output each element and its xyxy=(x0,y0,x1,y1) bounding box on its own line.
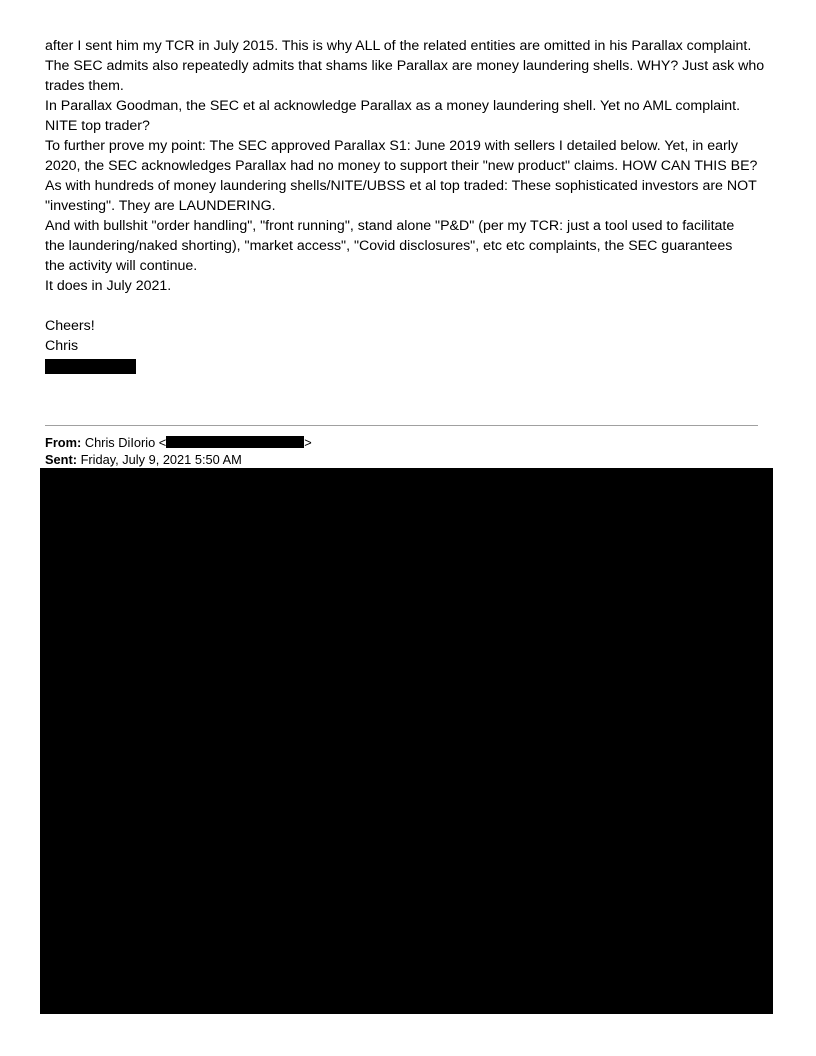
from-name: Chris DiIorio < xyxy=(84,435,167,450)
sent-line xyxy=(45,451,745,468)
body-line: trades them. xyxy=(45,78,124,94)
body-line: It does in July 2021. xyxy=(45,278,172,294)
signature-name: Chris xyxy=(45,338,79,354)
redaction-box xyxy=(166,436,304,448)
body-line: "investing". They are LAUNDERING. xyxy=(45,198,276,214)
sent-value: Friday, July 9, 2021 5:50 AM xyxy=(80,452,242,467)
from-line xyxy=(45,434,745,451)
body-line: As with hundreds of money laundering shells/NITE/UBSS et al top traded: These sophisticated investors are NOT xyxy=(45,178,757,194)
paragraph-gap xyxy=(45,296,785,316)
email-body xyxy=(45,36,785,374)
body-line: the activity will continue. xyxy=(45,258,198,274)
redaction-box xyxy=(40,468,773,1014)
sent-label: Sent: xyxy=(45,452,77,467)
body-line: The SEC admits also repeatedly admits that shams like Parallax are money laundering shells. WHY? Just ask who xyxy=(45,58,765,74)
redaction-box xyxy=(45,359,136,374)
body-line: 2020, the SEC acknowledges Parallax had no money to support their "new product" claims. HOW CAN THIS BE? xyxy=(45,158,758,174)
body-line: To further prove my point: The SEC approved Parallax S1: June 2019 with sellers I detailed below. Yet, in early xyxy=(45,138,738,154)
from-close: > xyxy=(304,435,312,450)
forwarded-header xyxy=(45,434,745,468)
closing-text: Cheers! xyxy=(45,318,95,334)
body-line: NITE top trader? xyxy=(45,118,150,134)
message-divider xyxy=(45,425,758,426)
body-line: the laundering/naked shorting), "market access", "Covid disclosures", etc etc complaints, the SEC guarantees xyxy=(45,238,733,254)
body-line: In Parallax Goodman, the SEC et al acknowledge Parallax as a money laundering shell. Yet no AML complaint. xyxy=(45,98,741,114)
body-line: And with bullshit "order handling", "front running", stand alone "P&D" (per my TCR: just a tool used to facilitate xyxy=(45,218,735,234)
from-label: From: xyxy=(45,435,82,450)
body-line: after I sent him my TCR in July 2015. This is why ALL of the related entities are omitted in his Parallax complaint. xyxy=(45,38,752,54)
